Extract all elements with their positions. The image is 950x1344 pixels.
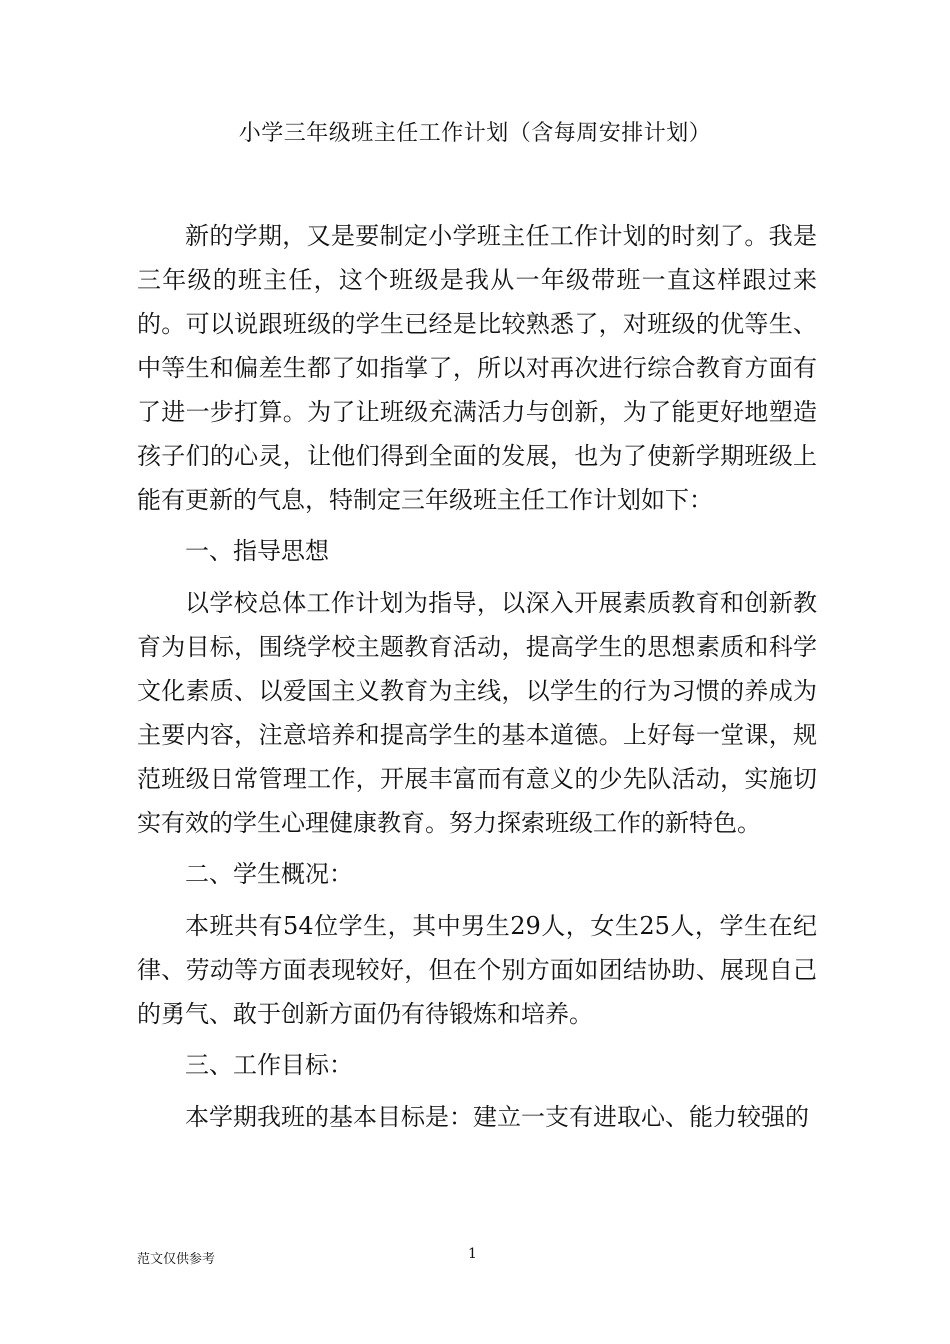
document-body — [137, 214, 817, 1146]
document-title: 小学三年级班主任工作计划（含每周安排计划） — [238, 121, 712, 146]
section-heading-guiding-ideology: 一、指导思想 — [185, 537, 329, 565]
student-overview-paragraph: 本班共有54位学生，其中男生29人，女生25人，学生在纪律、劳动等方面表现较好，但在个别方面如团结协助、展现自己的勇气、敢于创新方面仍有待锻炼和培养。 — [137, 912, 817, 1028]
page-footer — [0, 1246, 950, 1270]
footer-note: 范文仅供参考 — [137, 1252, 216, 1267]
work-goals-paragraph: 本学期我班的基本目标是：建立一支有进取心、能力较强的 — [185, 1103, 809, 1131]
section-heading-work-goals: 三、工作目标： — [185, 1051, 353, 1079]
page-number: 1 — [468, 1246, 477, 1262]
intro-paragraph: 新的学期，又是要制定小学班主任工作计划的时刻了。我是三年级的班主任，这个班级是我从一年级带班一直这样跟过来的。可以说跟班级的学生已经是比较熟悉了，对班级的优等生、中等生和偏差生都了如指掌了，所以对再次进行综合教育方面有了进一步打算。为了让班级充满活力与创新，为了能更好地塑造孩子们的心灵，让他们得到全面的发展，也为了使新学期班级上能有更新的气息，特制定三年级班主任工作计划如下： — [137, 222, 817, 514]
guiding-ideology-paragraph: 以学校总体工作计划为指导，以深入开展素质教育和创新教育为目标，围绕学校主题教育活动，提高学生的思想素质和科学文化素质、以爱国主义教育为主线，以学生的行为习惯的养成为主要内容，注意培养和提高学生的基本道德。上好每一堂课，规范班级日常管理工作，开展丰富而有意义的少先队活动，实施切实有效的学生心理健康教育。努力探索班级工作的新特色。 — [137, 589, 817, 837]
section-heading-student-overview: 二、学生概况： — [185, 860, 353, 888]
